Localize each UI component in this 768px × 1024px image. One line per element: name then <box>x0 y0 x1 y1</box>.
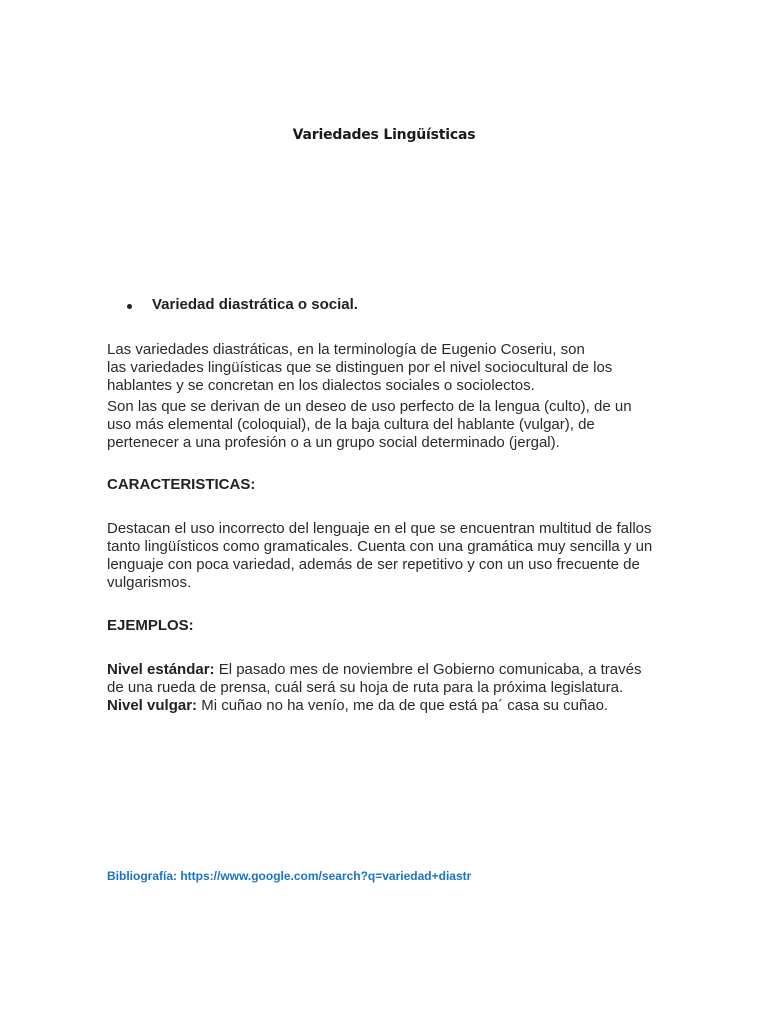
standard-example-line-2: de una rueda de prensa, cuál será su hoja de ruta para la próxima legislatura. <box>107 679 624 696</box>
characteristics-line: lenguaje con poca variedad, además de ser repetitivo y con un uso frecuente de <box>107 556 640 573</box>
second-line: pertenecer a una profesión o a un grupo social determinado (jergal). <box>107 434 560 451</box>
bibliography-link[interactable]: https://www.google.com/search?q=variedad+diastr <box>180 869 472 883</box>
bibliography <box>107 869 471 883</box>
document-title: Variedades Lingüísticas <box>292 127 476 143</box>
vulgar-example-line <box>107 697 667 715</box>
intro-paragraph <box>107 341 667 395</box>
second-line: Son las que se derivan de un deseo de uso perfecto de la lengua (culto), de un <box>107 398 632 415</box>
bibliography-label: Bibliografía: <box>107 869 181 883</box>
standard-label: Nivel estándar: <box>107 661 215 678</box>
vulgar-text: Mi cuñao no ha venío, me da de que está pa´ casa su cuñao. <box>197 697 609 714</box>
characteristics-line: Destacan el uso incorrecto del lenguaje en el que se encuentran multitud de fallos <box>107 520 652 537</box>
standard-example-line <box>107 661 667 679</box>
second-line: uso más elemental (coloquial), de la baja cultura del hablante (vulgar), de <box>107 416 595 433</box>
vulgar-label: Nivel vulgar: <box>107 697 198 714</box>
characteristics-heading: CARACTERISTICAS: <box>107 476 256 493</box>
second-paragraph <box>107 398 667 452</box>
intro-line: Las variedades diastráticas, en la terminología de Eugenio Coseriu, son <box>107 341 585 358</box>
characteristics-paragraph <box>107 520 667 592</box>
characteristics-line: tanto lingüísticos como gramaticales. Cuenta con una gramática muy sencilla y un <box>107 538 653 555</box>
characteristics-line: vulgarismos. <box>107 574 192 591</box>
standard-text: El pasado mes de noviembre el Gobierno comunicaba, a través <box>214 661 642 678</box>
intro-line: hablantes y se concretan en los dialectos sociales o sociolectos. <box>107 377 535 394</box>
intro-line: las variedades lingüísticas que se distinguen por el nivel sociocultural de los <box>107 359 613 376</box>
bullet-dot-icon <box>127 304 132 309</box>
examples-heading: EJEMPLOS: <box>107 617 194 634</box>
bullet-text: Variedad diastrática o social. <box>152 296 358 313</box>
examples-paragraph <box>107 661 667 715</box>
